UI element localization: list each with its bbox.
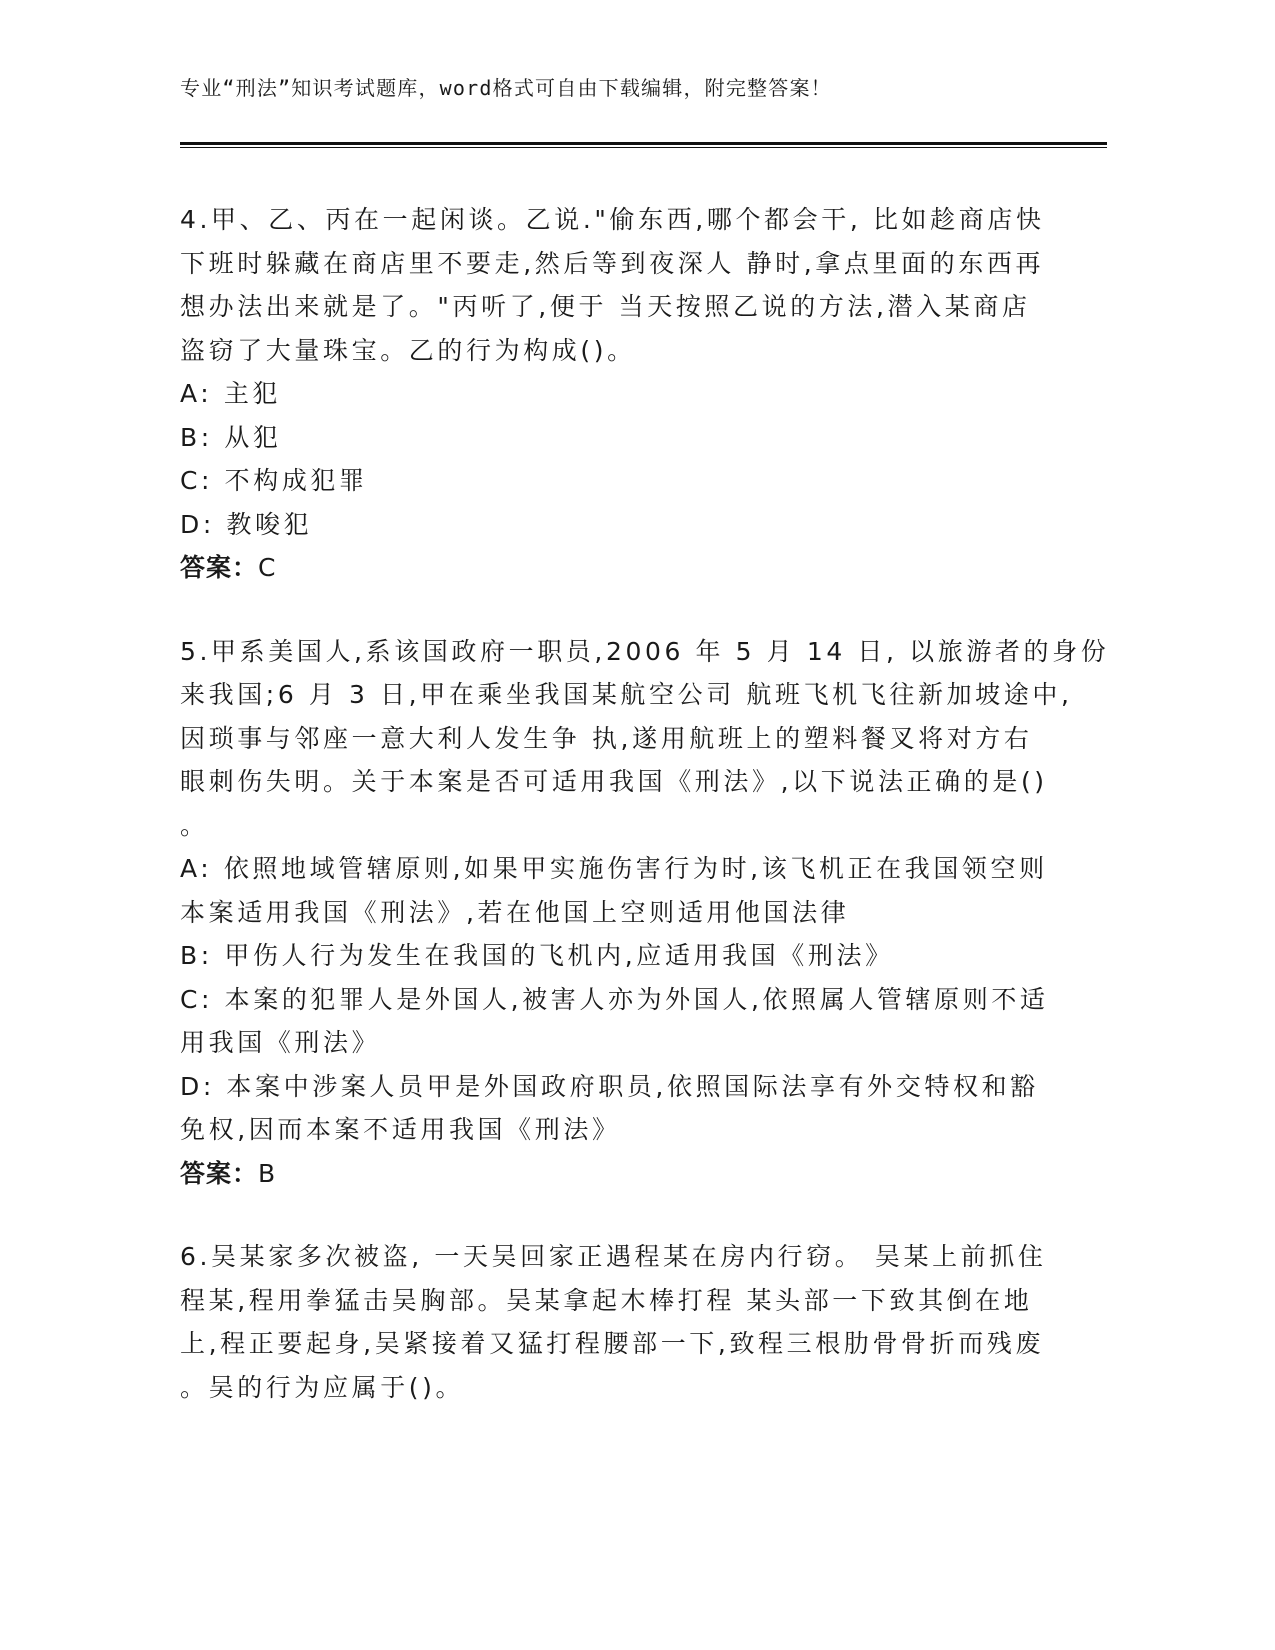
question-text-line: 来我国;6 月 3 日,甲在乘坐我国某航空公司 航班飞机飞往新加坡途中,	[180, 680, 1073, 709]
option-d-cont: 免权,因而本案不适用我国《刑法》	[180, 1115, 621, 1144]
question-text-line: 因琐事与邻座一意大利人发生争 执,遂用航班上的塑料餐叉将对方右	[180, 723, 1033, 753]
answer-line	[180, 1152, 1030, 1196]
question-text-line: 5.甲系美国人,系该国政府一职员,2006 年 5 月 14 日, 以旅游者的身份	[180, 636, 1110, 666]
option-d: D: 本案中涉案人员甲是外国政府职员,依照国际法享有外交特权和豁	[180, 1071, 1039, 1101]
question-5	[180, 630, 1110, 1196]
question-list	[180, 198, 1110, 1449]
question-4	[180, 198, 1045, 590]
answer-value: B	[258, 1158, 277, 1188]
header-rule-thin	[180, 147, 1107, 148]
option-a: A: 依照地域管辖原则,如果甲实施伤害行为时,该飞机正在我国领空则	[180, 854, 1048, 883]
question-text-line: 6.吴某家多次被盗, 一天吴回家正遇程某在房内行窃。 吴某上前抓住	[180, 1242, 1047, 1271]
answer-value: C	[258, 553, 277, 582]
option-c-cont: 用我国《刑法》	[180, 1028, 381, 1057]
question-text-line: 4.甲、乙、丙在一起闲谈。乙说."偷东西,哪个都会干, 比如趁商店快	[180, 205, 1045, 234]
answer-line	[180, 546, 1030, 590]
question-text-line: 程某,程用拳猛击吴胸部。吴某拿起木棒打程 某头部一下致其倒在地	[180, 1285, 1033, 1315]
question-text-line: 眼刺伤失明。关于本案是否可适用我国《刑法》,以下说法正确的是()	[180, 767, 1048, 796]
question-text-line: 上,程正要起身,吴紧接着又猛打程腰部一下,致程三根肋骨骨折而残废	[180, 1329, 1045, 1358]
option-d: D: 教唆犯	[180, 509, 313, 539]
answer-label: 答案：	[180, 1158, 259, 1188]
page-header: 专业“刑法”知识考试题库，word格式可自由下载编辑，附完整答案！	[180, 76, 832, 100]
question-6	[180, 1235, 1047, 1409]
question-text-line: 下班时躲藏在商店里不要走,然后等到夜深人 静时,拿点里面的东西再	[180, 248, 1045, 278]
option-a-cont: 本案适用我国《刑法》,若在他国上空则适用他国法律	[180, 897, 850, 927]
option-c: C: 不构成犯罪	[180, 466, 368, 495]
question-text-line: 。	[180, 810, 209, 840]
option-b: B: 甲伤人行为发生在我国的飞机内,应适用我国《刑法》	[180, 941, 894, 970]
answer-label: 答案：	[180, 553, 259, 582]
question-text-line: 。吴的行为应属于()。	[180, 1372, 465, 1402]
option-b: B: 从犯	[180, 422, 282, 452]
option-c: C: 本案的犯罪人是外国人,被害人亦为外国人,依照属人管辖原则不适	[180, 984, 1049, 1014]
question-text-line: 盗窃了大量珠宝。乙的行为构成()。	[180, 335, 636, 365]
question-text-line: 想办法出来就是了。"丙听了,便于 当天按照乙说的方法,潜入某商店	[180, 292, 1031, 321]
option-a: A: 主犯	[180, 379, 282, 408]
header-rule-thick	[180, 142, 1107, 145]
